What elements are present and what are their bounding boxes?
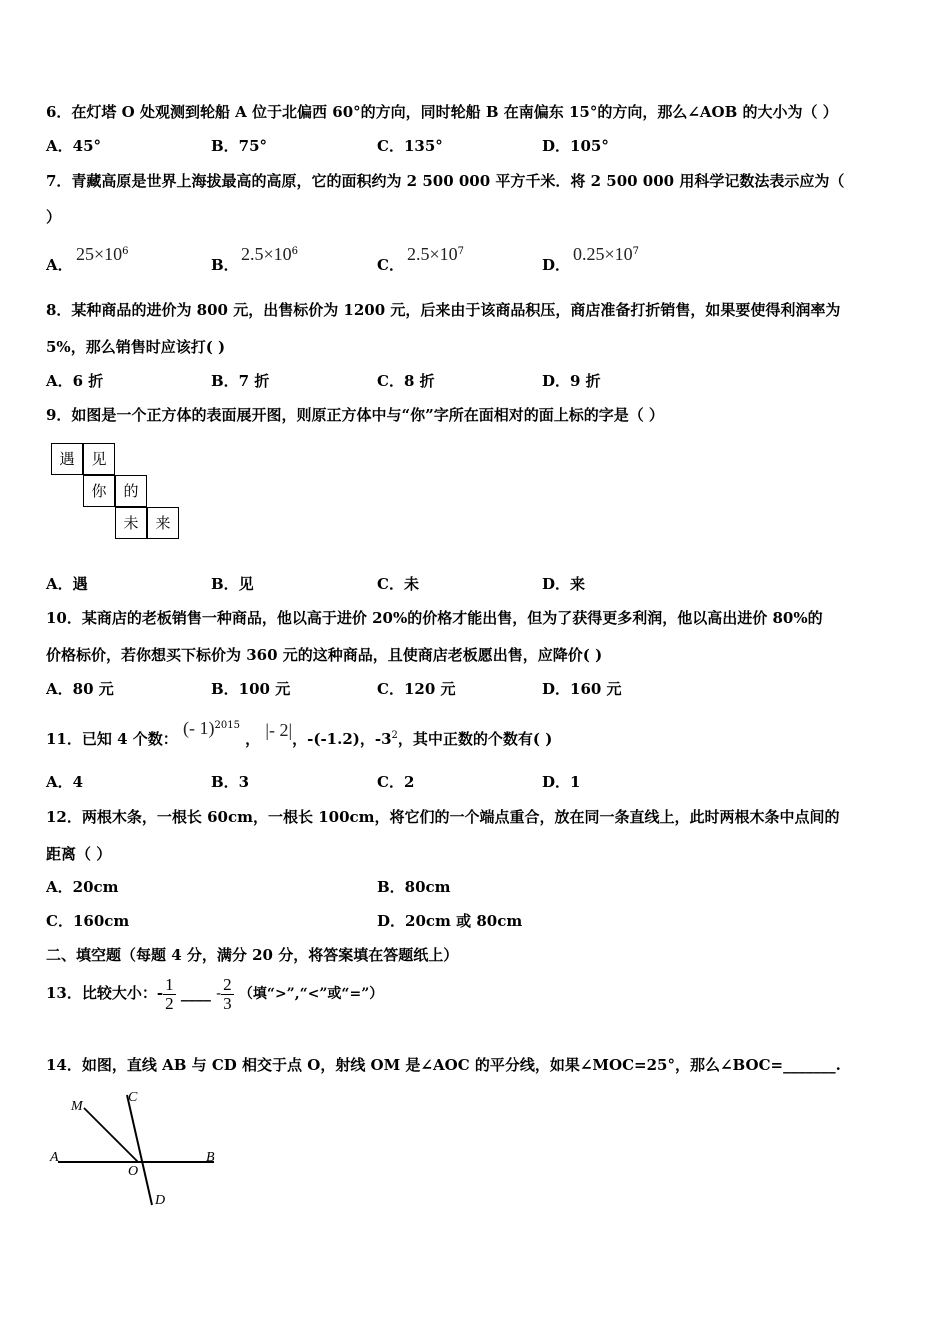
q7-stem-line1: 7．青藏高原是世界上海拔最高的高原，它的面积约为 2 500 000 平方千米．将 2 500 000 用科学记数法表示应为（ xyxy=(46,172,845,190)
q7-option-d-label: D． xyxy=(542,256,571,274)
q8-stem-line1: 8．某种商品的进价为 800 元，出售标价为 1200 元，后来由于该商品积压，商店准备打折销售，如果要使得利润率为 xyxy=(46,301,841,319)
q11-stem: 11．已知 4 个数： (- 1)$^{2015}$ ， |- 2|，-(-1.2)，$-3^2$，其中正数的个数有( ) xyxy=(46,718,553,748)
q7-option-c-label: C． xyxy=(377,256,404,274)
q7-option-a-value: $25\times 10^6$ xyxy=(76,244,129,264)
label-m: M xyxy=(71,1099,83,1114)
label-b: B xyxy=(206,1150,215,1165)
q8-option-b: B．7 折 xyxy=(211,372,270,390)
q7-option-b-value: $2.5\times 10^6$ xyxy=(241,244,299,264)
q11-option-c: C．2 xyxy=(377,773,415,791)
fraction-1: $\frac{1}{2}$ xyxy=(165,974,174,1013)
q12-option-a: A．20cm xyxy=(46,878,119,896)
q12-option-b: B．80cm xyxy=(377,878,451,896)
line-cd xyxy=(127,1095,152,1205)
net-cell: 你 xyxy=(83,475,115,507)
intersecting-lines-figure xyxy=(44,1085,234,1215)
net-cell: 遇 xyxy=(51,443,83,475)
q10-option-b: B．100 元 xyxy=(211,680,291,698)
q10-stem-line2: 价格标价，若你想买下标价为 360 元的这种商品，且使商店老板愿出售，应降价( ) xyxy=(46,646,603,664)
q10-stem-line1: 10．某商店的老板销售一种商品，他以高于进价 20%的价格才能出售，但为了获得更多利润，他以高出进价 80%的 xyxy=(46,609,823,627)
q10-option-d: D．160 元 xyxy=(542,680,622,698)
q10-option-a: A．80 元 xyxy=(46,680,114,698)
q6-option-a: A．45° xyxy=(46,137,102,155)
q11-option-b: B．3 xyxy=(211,773,250,791)
q6-option-d: D．105° xyxy=(542,137,609,155)
q8-option-a: A．6 折 xyxy=(46,372,104,390)
q9-stem: 9．如图是一个正方体的表面展开图，则原正方体中与“你”字所在面相对的面上标的字是（ ） xyxy=(46,406,664,424)
q8-option-d: D．9 折 xyxy=(542,372,601,390)
net-cell: 来 xyxy=(147,507,179,539)
q6-stem: 6．在灯塔 O 处观测到轮船 A 位于北偏西 60°的方向，同时轮船 B 在南偏东 15°的方向，那么∠AOB 的大小为（ ） xyxy=(46,103,838,121)
net-cell: 见 xyxy=(83,443,115,475)
q8-option-c: C．8 折 xyxy=(377,372,435,390)
q7-option-b-label: B． xyxy=(211,256,239,274)
q13-stem: 13．比较大小：- $\frac{1}{2}$ ____ - $\frac{2}{3}$ （填“>”,“<”或“=”） xyxy=(46,974,384,1013)
q7-option-d-value: $0.25\times 10^7$ xyxy=(573,244,640,264)
q9-option-d: D．来 xyxy=(542,575,586,593)
q9-option-c: C．未 xyxy=(377,575,419,593)
label-a: A xyxy=(50,1150,59,1165)
ray-om xyxy=(84,1108,138,1162)
net-cell: 的 xyxy=(115,475,147,507)
q7-option-a-label: A． xyxy=(46,256,73,274)
label-c: C xyxy=(128,1090,138,1105)
label-d: D xyxy=(155,1193,166,1208)
fraction-2: $\frac{2}{3}$ xyxy=(223,974,232,1013)
q12-stem-line1: 12．两根木条，一根长 60cm，一根长 100cm，将它们的一个端点重合，放在同一条直线上，此时两根木条中点间的 xyxy=(46,808,840,826)
q9-option-a: A．遇 xyxy=(46,575,88,593)
q11-option-d: D．1 xyxy=(542,773,581,791)
q14-stem: 14．如图，直线 AB 与 CD 相交于点 O，射线 OM 是∠AOC 的平分线，如果∠MOC=25°，那么∠BOC=_______. xyxy=(46,1056,841,1074)
q7-option-c-value: $2.5\times 10^7$ xyxy=(407,244,465,264)
q12-option-d: D．20cm 或 80cm xyxy=(377,912,523,930)
net-cell: 未 xyxy=(115,507,147,539)
q6-option-c: C．135° xyxy=(377,137,443,155)
q11-option-a: A．4 xyxy=(46,773,84,791)
q10-option-c: C．120 元 xyxy=(377,680,456,698)
q8-stem-line2: 5%，那么销售时应该打( ) xyxy=(46,338,226,356)
q12-option-c: C．160cm xyxy=(46,912,130,930)
q12-stem-line2: 距离（ ） xyxy=(46,845,112,863)
q9-option-b: B．见 xyxy=(211,575,254,593)
q7-stem-line2: ） xyxy=(46,208,62,226)
section-2-title: 二、填空题（每题 4 分，满分 20 分，将答案填在答题纸上） xyxy=(46,946,459,964)
label-o: O xyxy=(128,1164,139,1179)
q6-option-b: B．75° xyxy=(211,137,268,155)
